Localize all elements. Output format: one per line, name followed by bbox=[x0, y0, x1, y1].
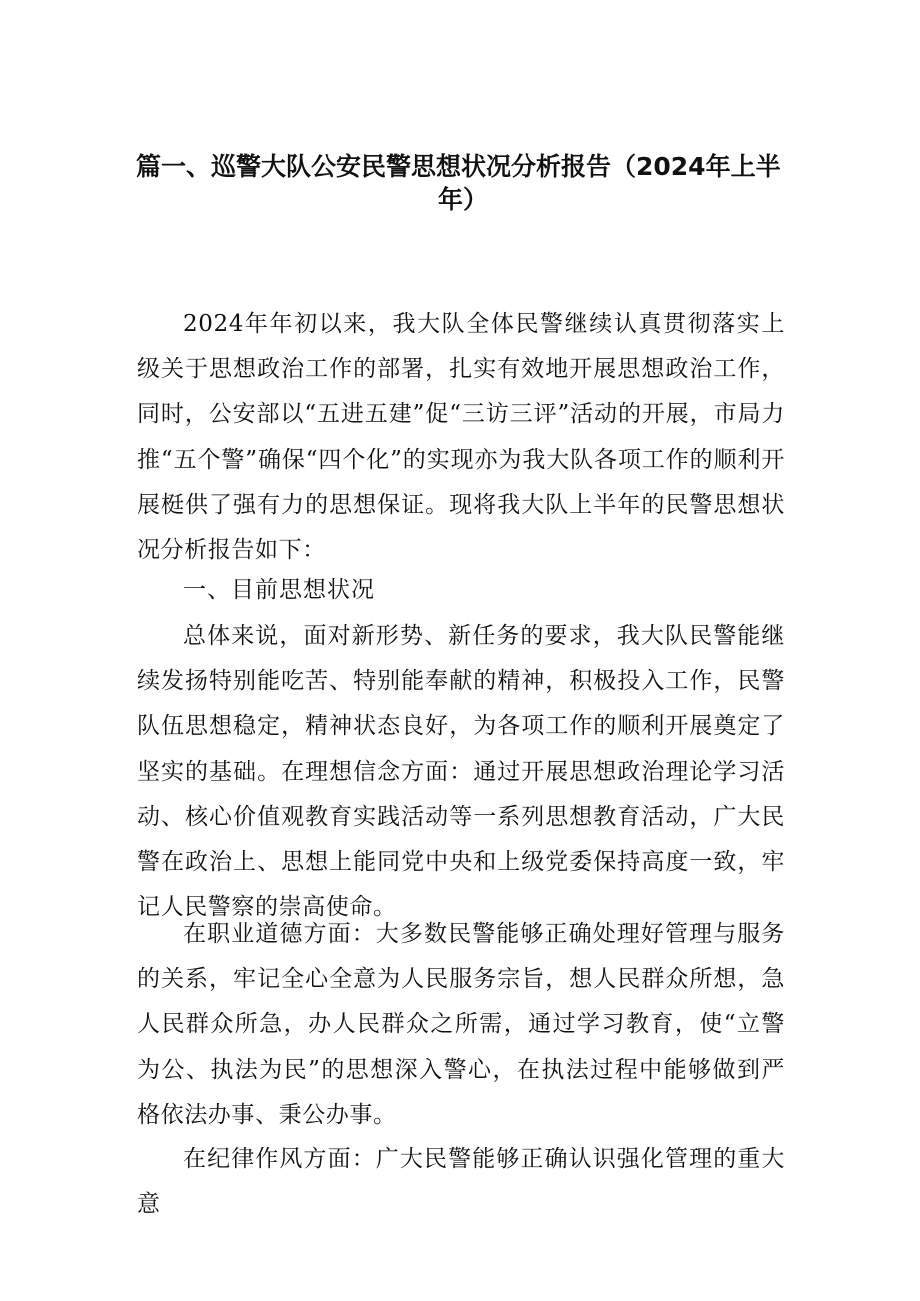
intro-paragraph: 2024年年初以来，我大队全体民警继续认真贯彻落实上级关于思想政治工作的部署，扎实有效地开展思想政治工作，同时，公安部以“五进五建”促“三访三评”活动的开展，市局力推“五个警”确保“四个化”的实现亦为我大队各项工作的顺利开展梃供了强有力的思想保证。现将我大队上半年的民警思想状况分析报告如下： bbox=[137, 311, 785, 564]
document-title-line-1: 篇一、巡警大队公安民警思想状况分析报告（2024年上半 bbox=[136, 152, 781, 181]
section-heading: 一、目前思想状况 bbox=[183, 577, 375, 603]
overview-paragraph: 总体来说，面对新形势、新任务的要求，我大队民警能继续发扬特别能吃苦、特别能奉献的精神，积极投入工作，民警队伍思想稳定，精神状态良好，为各项工作的顺利开展奠定了坚实的基础。在理想信念方面：通过开展思想政治理论学习活动、核心价值观教育实践活动等一系列思想教育活动，广大民警在政治上、思想上能同党中央和上级党委保持高度一致，牢记人民警察的崇高使命。 bbox=[137, 623, 785, 921]
ethics-paragraph: 在职业道德方面：大多数民警能够正确处理好管理与服务的关系，牢记全心全意为人民服务宗旨，想人民群众所想，急人民群众所急，办人民群众之所需，通过学习教育，使“立警为公、执法为民”的思想深入警心，在执法过程中能够做到严格依法办事、秉公办事。 bbox=[137, 921, 785, 1128]
discipline-paragraph: 在纪律作风方面：广大民警能够正确认识强化管理的重大意 bbox=[137, 1146, 785, 1218]
document-title-line-2: 年） bbox=[438, 185, 489, 214]
